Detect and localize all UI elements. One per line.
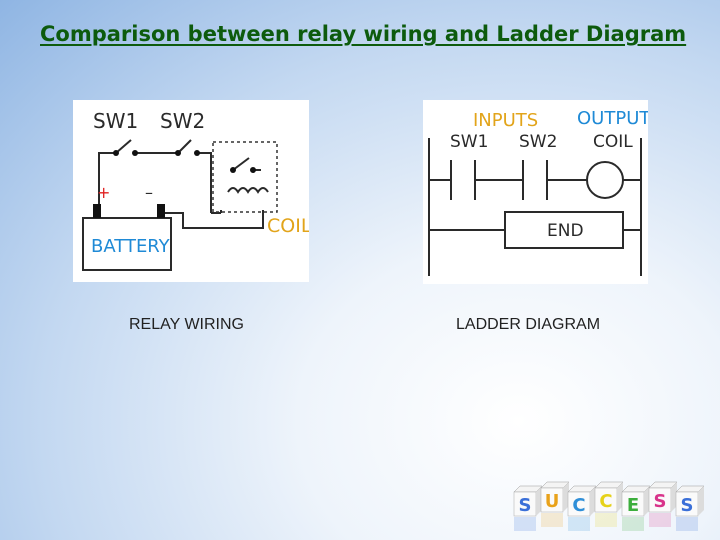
- logo-cube-7: [676, 486, 704, 531]
- sw2-label: SW2: [160, 109, 206, 133]
- logo-letter: S: [518, 495, 532, 516]
- ladder-diagram-caption: LADDER DIAGRAM: [456, 316, 601, 333]
- logo-cube-6: [649, 482, 677, 527]
- end-label: END: [547, 221, 584, 241]
- logo-cube-3: [568, 486, 596, 531]
- logo-cube-2: [541, 482, 569, 527]
- inputs-label: INPUTS: [473, 110, 539, 131]
- relay-wiring-diagram: [73, 100, 309, 282]
- logo-letter: S: [680, 495, 694, 516]
- slide-title: Comparison between relay wiring and Ladder Diagram: [40, 22, 687, 46]
- coil-label: COIL: [267, 215, 309, 237]
- ladder-sw1-label: SW1: [450, 132, 489, 152]
- logo-cube-5: [622, 486, 650, 531]
- plus-label: +: [97, 183, 111, 202]
- battery-label: BATTERY: [91, 236, 170, 257]
- positive-terminal: [93, 204, 101, 218]
- minus-label: –: [145, 183, 153, 202]
- logo-cube-4: [595, 482, 623, 527]
- ladder-sw2-label: SW2: [519, 132, 558, 152]
- negative-terminal: [157, 204, 165, 218]
- logo-letter: S: [653, 491, 667, 512]
- success-cubes-logo: [512, 480, 712, 536]
- output-label: OUTPUT: [577, 108, 648, 129]
- relay-wiring-caption: RELAY WIRING: [129, 316, 244, 333]
- sw1-label: SW1: [93, 109, 139, 133]
- logo-letter: E: [626, 495, 640, 516]
- logo-cube-1: [514, 486, 542, 531]
- logo-letter: C: [599, 491, 613, 512]
- relay-wiring-schematic: [73, 100, 309, 282]
- ladder-schematic: [423, 100, 648, 284]
- logo-letter: C: [572, 495, 586, 516]
- logo-letter: U: [544, 491, 560, 512]
- ladder-diagram: [423, 100, 648, 284]
- ladder-coil-label: COIL: [593, 132, 633, 152]
